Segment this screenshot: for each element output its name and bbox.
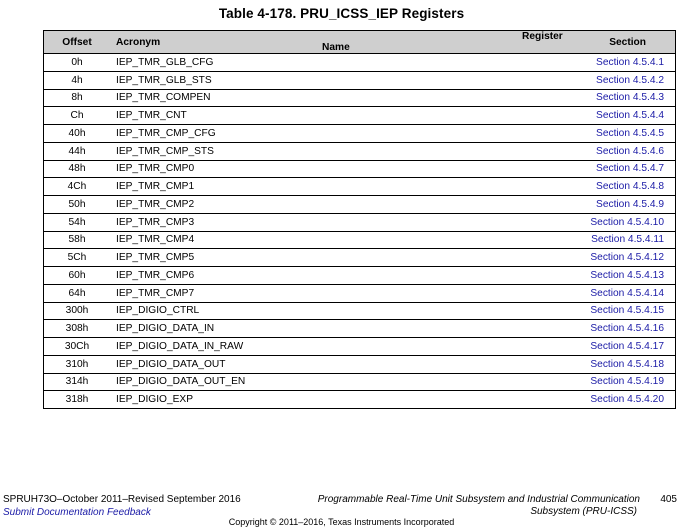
acronym-cell: IEP_TMR_CMP2 [110, 196, 316, 214]
offset-cell: 5Ch [44, 249, 111, 267]
table-row [44, 89, 676, 107]
section-cell [536, 373, 676, 391]
acronym-cell: IEP_DIGIO_EXP [110, 391, 316, 409]
table-row [44, 355, 676, 373]
section-link[interactable]: Section 4.5.4.2 [596, 74, 664, 86]
offset-cell: Ch [44, 107, 111, 125]
section-link[interactable]: Section 4.5.4.11 [591, 234, 664, 246]
header-register-name [316, 31, 563, 54]
acronym-cell: IEP_DIGIO_DATA_OUT_EN [110, 373, 316, 391]
acronym-cell: IEP_TMR_GLB_STS [110, 71, 316, 89]
section-cell [536, 231, 676, 249]
header-offset: Offset [44, 31, 111, 54]
acronym-cell: IEP_TMR_CMP1 [110, 178, 316, 196]
register-name-cell [316, 213, 536, 231]
register-name-cell [316, 54, 536, 72]
page-number: 405 [660, 494, 677, 505]
copyright: Copyright © 2011–2016, Texas Instruments Incorporated [228, 517, 455, 527]
section-cell [536, 391, 676, 409]
section-cell [536, 196, 676, 214]
table-body [44, 54, 676, 409]
section-cell [536, 338, 676, 356]
section-link[interactable]: Section 4.5.4.4 [596, 110, 664, 122]
table-row [44, 125, 676, 143]
section-link[interactable]: Section 4.5.4.20 [590, 394, 664, 406]
register-name-cell [316, 267, 536, 285]
section-cell [536, 160, 676, 178]
section-link[interactable]: Section 4.5.4.17 [590, 340, 664, 352]
table-row [44, 107, 676, 125]
register-name-cell [316, 320, 536, 338]
registers-table [43, 30, 676, 409]
register-name-cell [316, 373, 536, 391]
offset-cell: 4h [44, 71, 111, 89]
acronym-cell: IEP_TMR_COMPEN [110, 89, 316, 107]
register-name-cell [316, 391, 536, 409]
register-name-cell [316, 160, 536, 178]
section-link[interactable]: Section 4.5.4.13 [590, 269, 664, 281]
section-cell [536, 267, 676, 285]
offset-cell: 40h [44, 125, 111, 143]
section-cell [536, 54, 676, 72]
section-link[interactable]: Section 4.5.4.12 [590, 252, 664, 264]
offset-cell: 0h [44, 54, 111, 72]
offset-cell: 314h [44, 373, 111, 391]
section-link[interactable]: Section 4.5.4.10 [590, 216, 664, 228]
register-name-cell [316, 338, 536, 356]
offset-cell: 50h [44, 196, 111, 214]
section-cell [536, 320, 676, 338]
feedback-link[interactable]: Submit Documentation Feedback [3, 507, 151, 518]
offset-cell: 300h [44, 302, 111, 320]
section-link[interactable]: Section 4.5.4.16 [590, 323, 664, 335]
section-cell [536, 107, 676, 125]
table-row [44, 231, 676, 249]
acronym-cell: IEP_TMR_CMP4 [110, 231, 316, 249]
acronym-cell: IEP_DIGIO_DATA_OUT [110, 355, 316, 373]
table-row [44, 142, 676, 160]
acronym-cell: IEP_TMR_GLB_CFG [110, 54, 316, 72]
table-header-row [44, 31, 676, 54]
section-link[interactable]: Section 4.5.4.14 [590, 287, 664, 299]
offset-cell: 64h [44, 284, 111, 302]
offset-cell: 310h [44, 355, 111, 373]
acronym-cell: IEP_TMR_CMP6 [110, 267, 316, 285]
footer-chapter-title-line2: Subsystem (PRU-ICSS) [530, 506, 637, 517]
section-link[interactable]: Section 4.5.4.9 [596, 198, 664, 210]
offset-cell: 8h [44, 89, 111, 107]
section-link[interactable]: Section 4.5.4.5 [596, 127, 664, 139]
offset-cell: 308h [44, 320, 111, 338]
section-cell [536, 125, 676, 143]
offset-cell: 4Ch [44, 178, 111, 196]
table-row [44, 284, 676, 302]
acronym-cell: IEP_TMR_CMP_CFG [110, 125, 316, 143]
register-name-cell [316, 125, 536, 143]
register-name-cell [316, 231, 536, 249]
register-name-cell [316, 107, 536, 125]
section-cell [536, 284, 676, 302]
header-section: Section [536, 31, 676, 54]
register-name-cell [316, 71, 536, 89]
register-name-cell [316, 355, 536, 373]
offset-cell: 30Ch [44, 338, 111, 356]
section-link[interactable]: Section 4.5.4.3 [596, 92, 664, 104]
section-link[interactable]: Section 4.5.4.8 [596, 181, 664, 193]
acronym-cell: IEP_TMR_CMP_STS [110, 142, 316, 160]
section-link[interactable]: Section 4.5.4.6 [596, 145, 664, 157]
register-name-cell [316, 249, 536, 267]
section-link[interactable]: Section 4.5.4.7 [596, 163, 664, 175]
register-name-cell [316, 142, 536, 160]
offset-cell: 318h [44, 391, 111, 409]
table-row [44, 196, 676, 214]
table-row [44, 302, 676, 320]
acronym-cell: IEP_DIGIO_DATA_IN_RAW [110, 338, 316, 356]
table-row [44, 54, 676, 72]
footer-doc-id: SPRUH73O–October 2011–Revised September 2016 [3, 494, 241, 505]
acronym-cell: IEP_TMR_CMP0 [110, 160, 316, 178]
header-acronym: Acronym [110, 31, 316, 54]
section-cell [536, 302, 676, 320]
table-row [44, 320, 676, 338]
offset-cell: 48h [44, 160, 111, 178]
section-cell [536, 178, 676, 196]
acronym-cell: IEP_TMR_CMP7 [110, 284, 316, 302]
table-row [44, 213, 676, 231]
section-link[interactable]: Section 4.5.4.18 [590, 358, 664, 370]
section-cell [536, 142, 676, 160]
acronym-cell: IEP_DIGIO_DATA_IN [110, 320, 316, 338]
acronym-cell: IEP_TMR_CMP3 [110, 213, 316, 231]
register-name-cell [316, 196, 536, 214]
section-link[interactable]: Section 4.5.4.19 [590, 376, 664, 388]
table-row [44, 71, 676, 89]
offset-cell: 54h [44, 213, 111, 231]
table-row [44, 160, 676, 178]
table-row [44, 338, 676, 356]
section-link[interactable]: Section 4.5.4.15 [590, 305, 664, 317]
header-register-name-label: Register Name [322, 31, 563, 53]
acronym-cell: IEP_DIGIO_CTRL [110, 302, 316, 320]
table-row [44, 373, 676, 391]
table-row [44, 267, 676, 285]
register-name-cell [316, 284, 536, 302]
table-row [44, 249, 676, 267]
section-cell [536, 355, 676, 373]
acronym-cell: IEP_TMR_CNT [110, 107, 316, 125]
register-name-cell [316, 302, 536, 320]
register-name-cell [316, 89, 536, 107]
section-cell [536, 213, 676, 231]
table-title: Table 4-178. PRU_ICSS_IEP Registers [218, 6, 465, 21]
offset-cell: 60h [44, 267, 111, 285]
section-cell [536, 89, 676, 107]
section-cell [536, 71, 676, 89]
acronym-cell: IEP_TMR_CMP5 [110, 249, 316, 267]
section-link[interactable]: Section 4.5.4.1 [596, 56, 664, 68]
footer-chapter-title-line1: Programmable Real-Time Unit Subsystem and Industrial Communication [317, 494, 640, 505]
table-row [44, 391, 676, 409]
offset-cell: 58h [44, 231, 111, 249]
section-cell [536, 249, 676, 267]
table-row [44, 178, 676, 196]
offset-cell: 44h [44, 142, 111, 160]
register-name-cell [316, 178, 536, 196]
